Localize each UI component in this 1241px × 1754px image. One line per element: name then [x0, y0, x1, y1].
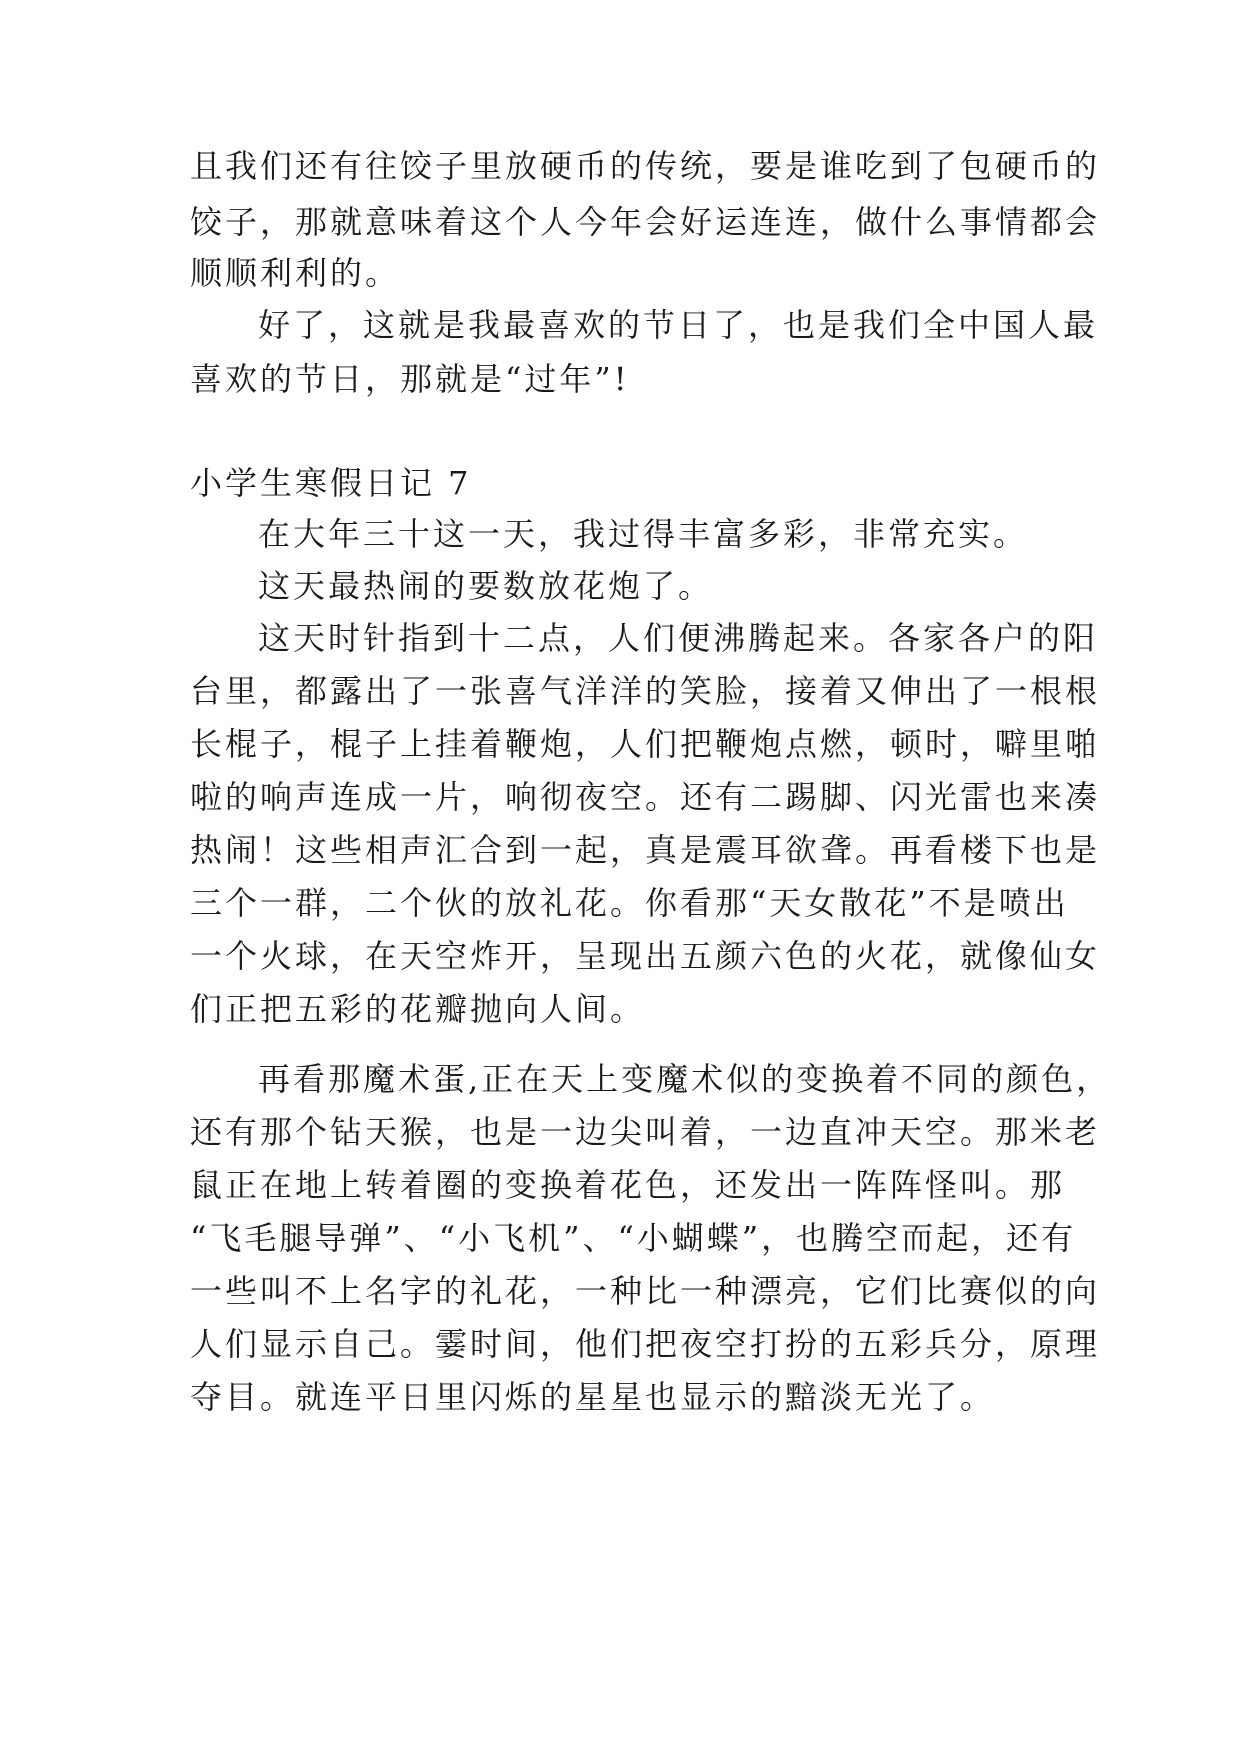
paragraph-line: 一些叫不上名字的礼花，一种比一种漂亮，它们比赛似的向: [190, 1272, 1101, 1310]
paragraph-line: 顺顺利利的。: [190, 254, 401, 292]
paragraph-line: 好了，这就是我最喜欢的节日了，也是我们全中国人最: [258, 306, 1099, 344]
paragraph-line: 喜欢的节日，那就是“过年”!: [190, 360, 630, 398]
paragraph-line: “飞毛腿导弹”、“小飞机”、“小蝴蝶”，也腾空而起，还有: [190, 1219, 1077, 1257]
paragraph-line: 人们显示自己。霎时间，他们把夜空打扮的五彩兵分，原理: [190, 1325, 1101, 1363]
paragraph-line: 再看那魔术蛋,正在天上变魔术似的变换着不同的颜色，: [258, 1060, 1112, 1098]
paragraph-line: 夺目。就连平日里闪烁的星星也显示的黯淡无光了。: [190, 1378, 996, 1416]
paragraph-line: 一个火球，在天空炸开，呈现出五颜六色的火花，就像仙女: [190, 937, 1101, 975]
paragraph-line: 台里，都露出了一张喜气洋洋的笑脸，接着又伸出了一根根: [190, 672, 1101, 710]
paragraph-line: 这天最热闹的要数放花炮了。: [258, 567, 714, 605]
paragraph-line: 还有那个钻天猴，也是一边尖叫着，一边直冲天空。那米老: [190, 1113, 1101, 1151]
paragraph-line: 们正把五彩的花瓣抛向人间。: [190, 990, 646, 1028]
paragraph-line: 在大年三十这一天，我过得丰富多彩，非常充实。: [258, 515, 1029, 553]
paragraph-line: 这天时针指到十二点，人们便沸腾起来。各家各户的阳: [258, 619, 1099, 657]
paragraph-line: 三个一群，二个伙的放礼花。你看那“天女散花”不是喷出: [190, 884, 1069, 922]
paragraph-line: 啦的响声连成一片，响彻夜空。还有二踢脚、闪光雷也来凑: [190, 778, 1101, 816]
paragraph-line: 热闹！这些相声汇合到一起，真是震耳欲聋。再看楼下也是: [190, 831, 1101, 869]
paragraph-line: 长棍子，棍子上挂着鞭炮，人们把鞭炮点燃，顿时，噼里啪: [190, 725, 1101, 763]
paragraph-line: 鼠正在地上转着圈的变换着花色，还发出一阵阵怪叫。那: [190, 1166, 1066, 1204]
paragraph-line: 饺子，那就意味着这个人今年会好运连连，做什么事情都会: [190, 203, 1101, 241]
paragraph-line: 且我们还有往饺子里放硬币的传统，要是谁吃到了包硬币的: [190, 147, 1101, 185]
section-title: 小学生寒假日记 7: [190, 464, 472, 502]
